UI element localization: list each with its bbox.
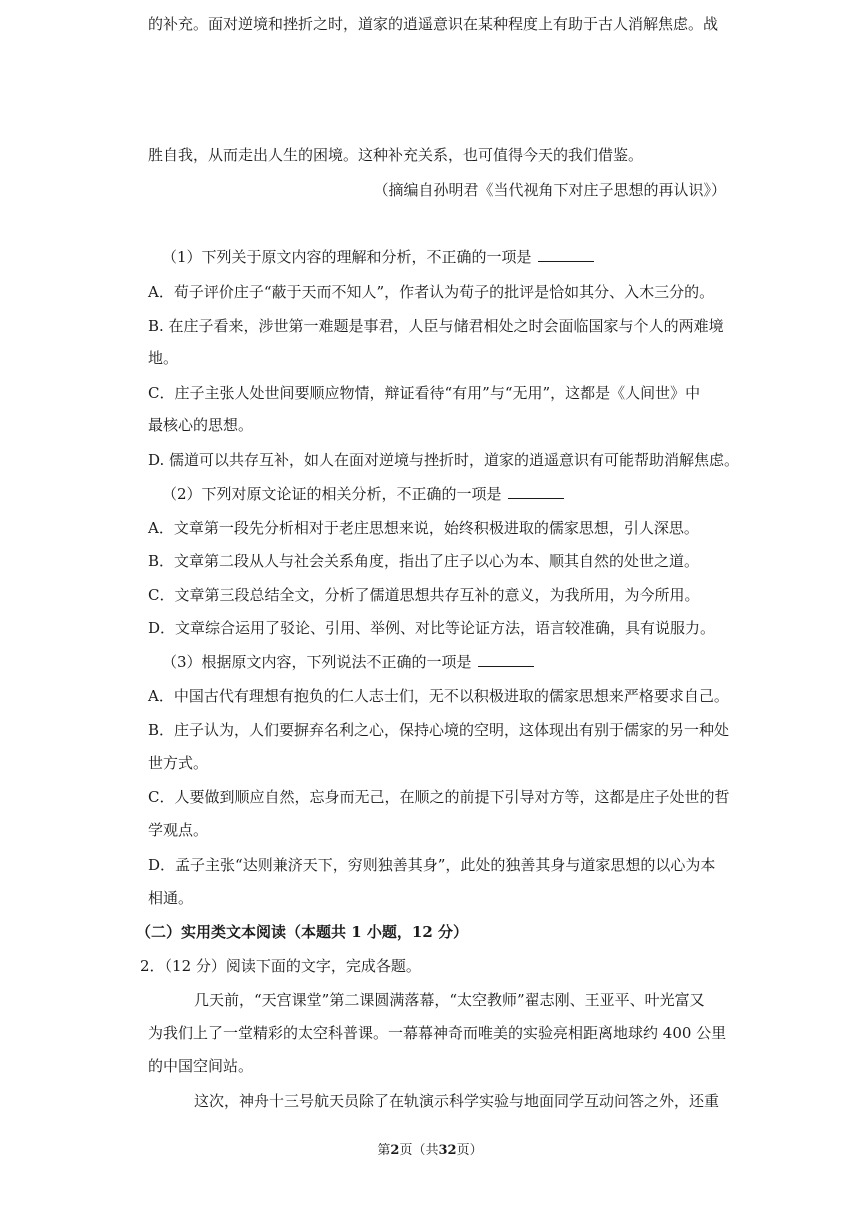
question-2-number: 2．（12 分）阅读下面的文字，完成各题。 bbox=[140, 957, 421, 975]
question-3-option-c-line-2: 学观点。 bbox=[148, 821, 209, 839]
question-1-option-c-line-1: C．庄子主张人处世间要顺应物情，辩证看待“有用”与“无用”，这都是《人间世》中 bbox=[148, 384, 701, 402]
question-3-option-d-line-2: 相通。 bbox=[148, 889, 194, 907]
section-2-paragraph-1-line-2: 为我们上了一堂精彩的太空科普课。一幕幕神奇而唯美的实验亮相距离地球约 400 公里 bbox=[148, 1024, 727, 1042]
question-3-option-b-line-2: 世方式。 bbox=[148, 754, 209, 772]
question-2-stem: （2）下列对原文论证的相关分析，不正确的一项是 bbox=[162, 484, 564, 504]
total-pages: 32 bbox=[438, 1143, 457, 1158]
question-1-option-b-line-2: 地。 bbox=[148, 349, 179, 367]
page-footer: 第2页（共32页） bbox=[377, 1143, 483, 1158]
answer-blank[interactable] bbox=[538, 247, 594, 262]
question-1-option-c-line-2: 最核心的思想。 bbox=[148, 416, 254, 434]
passage-end-line-2: 胜自我，从而走出人生的困境。这种补充关系，也可值得今天的我们借鉴。 bbox=[148, 146, 644, 164]
question-3-option-b-line-1: B．庄子认为，人们要摒弃名利之心，保持心境的空明，这体现出有别于儒家的另一种处 bbox=[148, 721, 730, 739]
question-3-stem: （3）根据原文内容，下列说法不正确的一项是 bbox=[162, 652, 534, 672]
passage-source: （摘编自孙明君《当代视角下对庄子思想的再认识》） bbox=[373, 181, 726, 199]
question-2-option-d: D．文章综合运用了驳论、引用、举例、对比等论证方法，语言较准确，具有说服力。 bbox=[148, 619, 716, 637]
section-2-paragraph-1-line-1: 几天前，“天宫课堂”第二课圆满落幕，“太空教师”翟志刚、王亚平、叶光富又 bbox=[194, 991, 705, 1009]
section-2-paragraph-1-line-3: 的中国空间站。 bbox=[148, 1057, 254, 1075]
question-1-option-d: D. 儒道可以共存互补，如人在面对逆境与挫折时，道家的逍遥意识有可能帮助消解焦虑。 bbox=[148, 451, 740, 469]
question-1-option-b-line-1: B. 在庄子看来，涉世第一难题是事君，人臣与储君相处之时会面临国家与个人的两难境 bbox=[148, 317, 724, 335]
answer-blank[interactable] bbox=[508, 484, 564, 499]
question-2-option-c: C．文章第三段总结全文，分析了儒道思想共存互补的意义，为我所用，为今所用。 bbox=[148, 586, 700, 604]
question-2-option-b: B．文章第二段从人与社会关系角度，指出了庄子以心为本、顺其自然的处世之道。 bbox=[148, 552, 700, 570]
passage-end-line-1: 的补充。面对逆境和挫折之时，道家的逍遥意识在某种程度上有助于古人消解焦虑。战 bbox=[148, 15, 719, 33]
question-1-option-a: A．荀子评价庄子“蔽于天而不知人”，作者认为荀子的批评是恰如其分、入木三分的。 bbox=[148, 283, 715, 301]
answer-blank[interactable] bbox=[478, 652, 534, 667]
question-1-stem: （1）下列关于原文内容的理解和分析，不正确的一项是 bbox=[162, 247, 594, 267]
section-2-paragraph-2-line-1: 这次，神舟十三号航天员除了在轨演示科学实验与地面同学互动问答之外，还重 bbox=[194, 1092, 720, 1110]
question-3-option-d-line-1: D．孟子主张“达则兼济天下，穷则独善其身”，此处的独善其身与道家思想的以心为本 bbox=[148, 856, 716, 874]
question-3-option-c-line-1: C．人要做到顺应自然，忘身而无己，在顺之的前提下引导对方等，这都是庄子处世的哲 bbox=[148, 788, 730, 806]
page-number: 2 bbox=[390, 1143, 400, 1158]
section-2-title: （二）实用类文本阅读（本题共 1 小题，12 分） bbox=[136, 923, 468, 941]
question-2-option-a: A．文章第一段先分析相对于老庄思想来说，始终积极进取的儒家思想，引人深思。 bbox=[148, 519, 699, 537]
question-3-option-a: A．中国古代有理想有抱负的仁人志士们，无不以积极进取的儒家思想来严格要求自己。 bbox=[148, 687, 729, 705]
